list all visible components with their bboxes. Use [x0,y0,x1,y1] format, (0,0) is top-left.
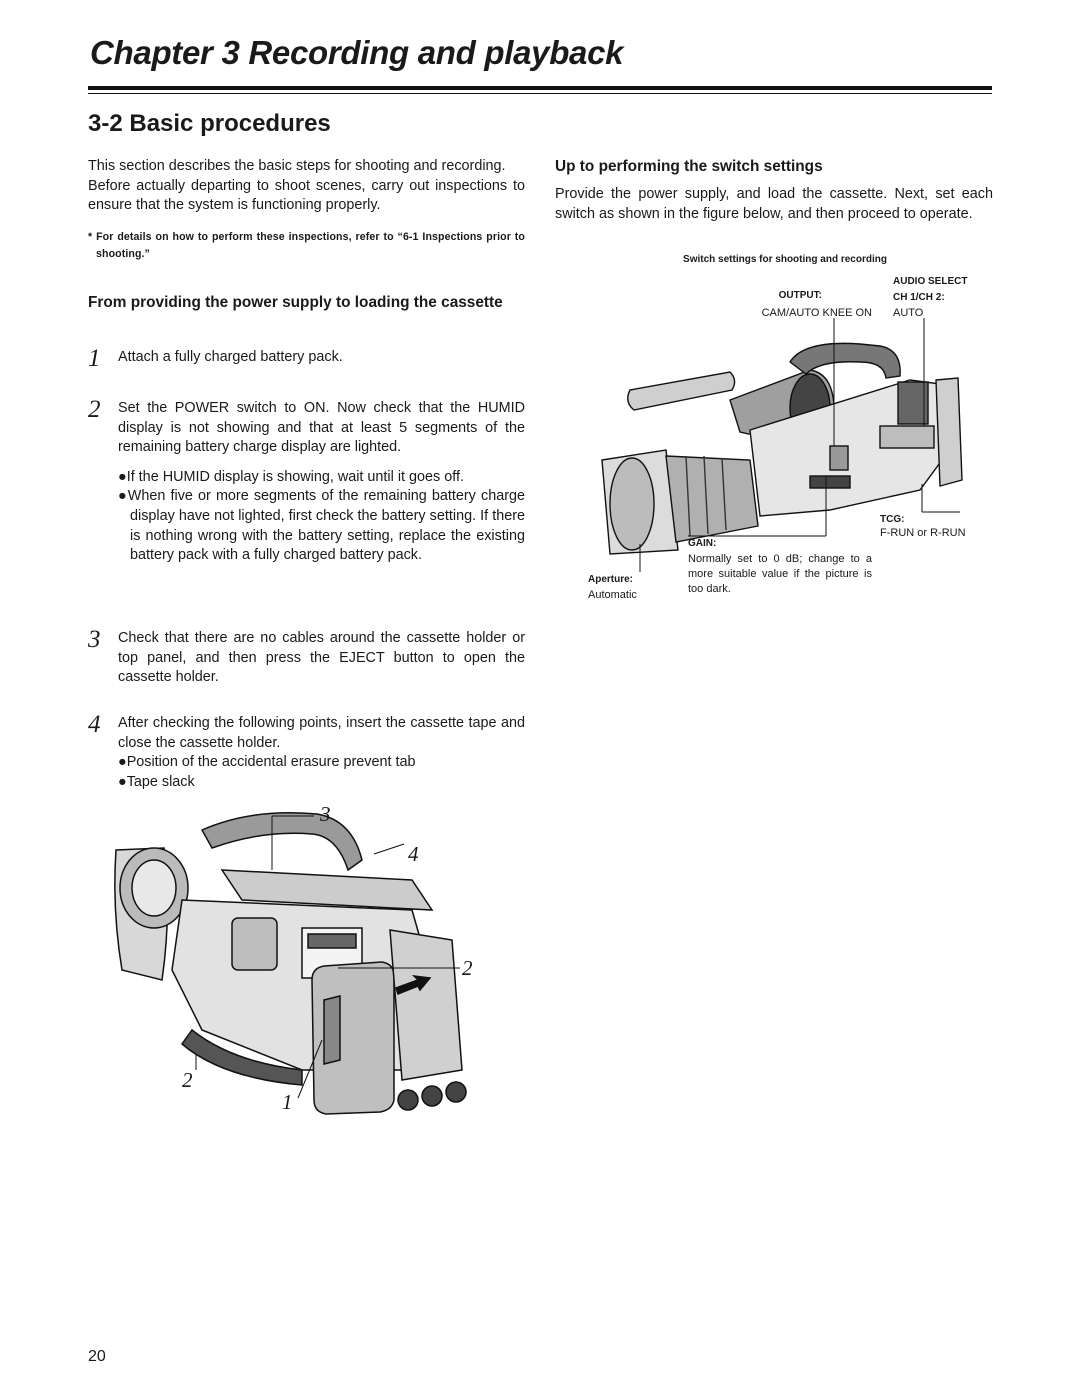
audio-channel-label: CH 1/CH 2: [893,292,945,303]
bullet-item: ●Tape slack [118,773,195,790]
callout-step-3: 3 [320,802,331,826]
step-number: 3 [88,626,101,653]
intro-paragraph-1: This section describes the basic steps for shooting and recording. [88,158,506,174]
step-2 [88,396,525,566]
intro-paragraph-2: Before actually departing to shoot scenes, carry out inspections to ensure that the system is functioning properly. [88,177,525,214]
chapter-title: Chapter 3 Recording and playback [90,34,624,71]
switch-settings-figure [580,250,1000,610]
bullet-item: ●Position of the accidental erasure prevent tab [118,754,416,771]
step-text: After checking the following points, insert the cassette tape and close the cassette holder. [118,715,525,751]
callout-step-4: 4 [408,842,419,866]
left-subheading: From providing the power supply to loading the cassette [88,294,503,311]
step-4 [88,711,525,792]
bullet-item: ●When five or more segments of the remaining battery charge display have not lighted, first check the battery setting. If there is nothing wrong with the battery setting, replace the existing battery pack with a fully charged battery pack. [118,488,525,564]
callout-step-2-display: 2 [182,1068,193,1092]
output-label: OUTPUT: [778,290,822,301]
camera-rear-illustration [112,800,492,1145]
audio-select-label: AUDIO SELECT [893,276,968,287]
callout-step-1: 1 [282,1090,293,1114]
page-number: 20 [88,1348,106,1365]
audio-select-value: AUTO [893,307,924,319]
camera-rear-figure [112,800,492,1145]
step-number: 2 [88,396,101,423]
tcg-label: TCG: [880,514,905,525]
section-title: 3-2 Basic procedures [88,110,331,137]
step-number: 4 [88,711,101,738]
right-subheading: Up to performing the switch settings [555,158,823,175]
inspection-note: * For details on how to perform these inspections, refer to “6-1 Inspections prior to shooting.” [88,230,525,260]
gain-value: Normally set to 0 dB; change to a more suitable value if the picture is too dark. [688,553,872,595]
step-text: Attach a fully charged battery pack. [118,349,343,365]
bullet-item: ●If the HUMID display is showing, wait until it goes off. [118,468,464,485]
gain-label: GAIN: [688,538,717,549]
header-rule-thin [88,93,992,94]
tcg-value: F-RUN or R-RUN [880,527,966,539]
right-paragraph: Provide the power supply, and load the cassette. Next, set each switch as shown in the figure below, and then proceed to operate. [555,186,993,222]
step-text: Check that there are no cables around the cassette holder or top panel, and then press the EJECT button to open the cassette holder. [118,630,525,686]
output-value: CAM/AUTO KNEE ON [761,307,872,319]
step-1 [88,345,525,372]
callout-step-2-power: 2 [462,956,473,980]
step-3 [88,626,525,688]
header-rule-thick [88,86,992,90]
aperture-label: Aperture: [588,574,634,585]
step-number: 1 [88,345,101,372]
step-text: Set the POWER switch to ON. Now check that the HUMID display is not showing and that at least 5 segments of the remaining battery charge display are lighted. [118,400,525,456]
left-column [88,157,525,790]
right-column [555,157,993,224]
aperture-value: Automatic [588,589,637,601]
figure-caption: Switch settings for shooting and recording [683,254,887,265]
